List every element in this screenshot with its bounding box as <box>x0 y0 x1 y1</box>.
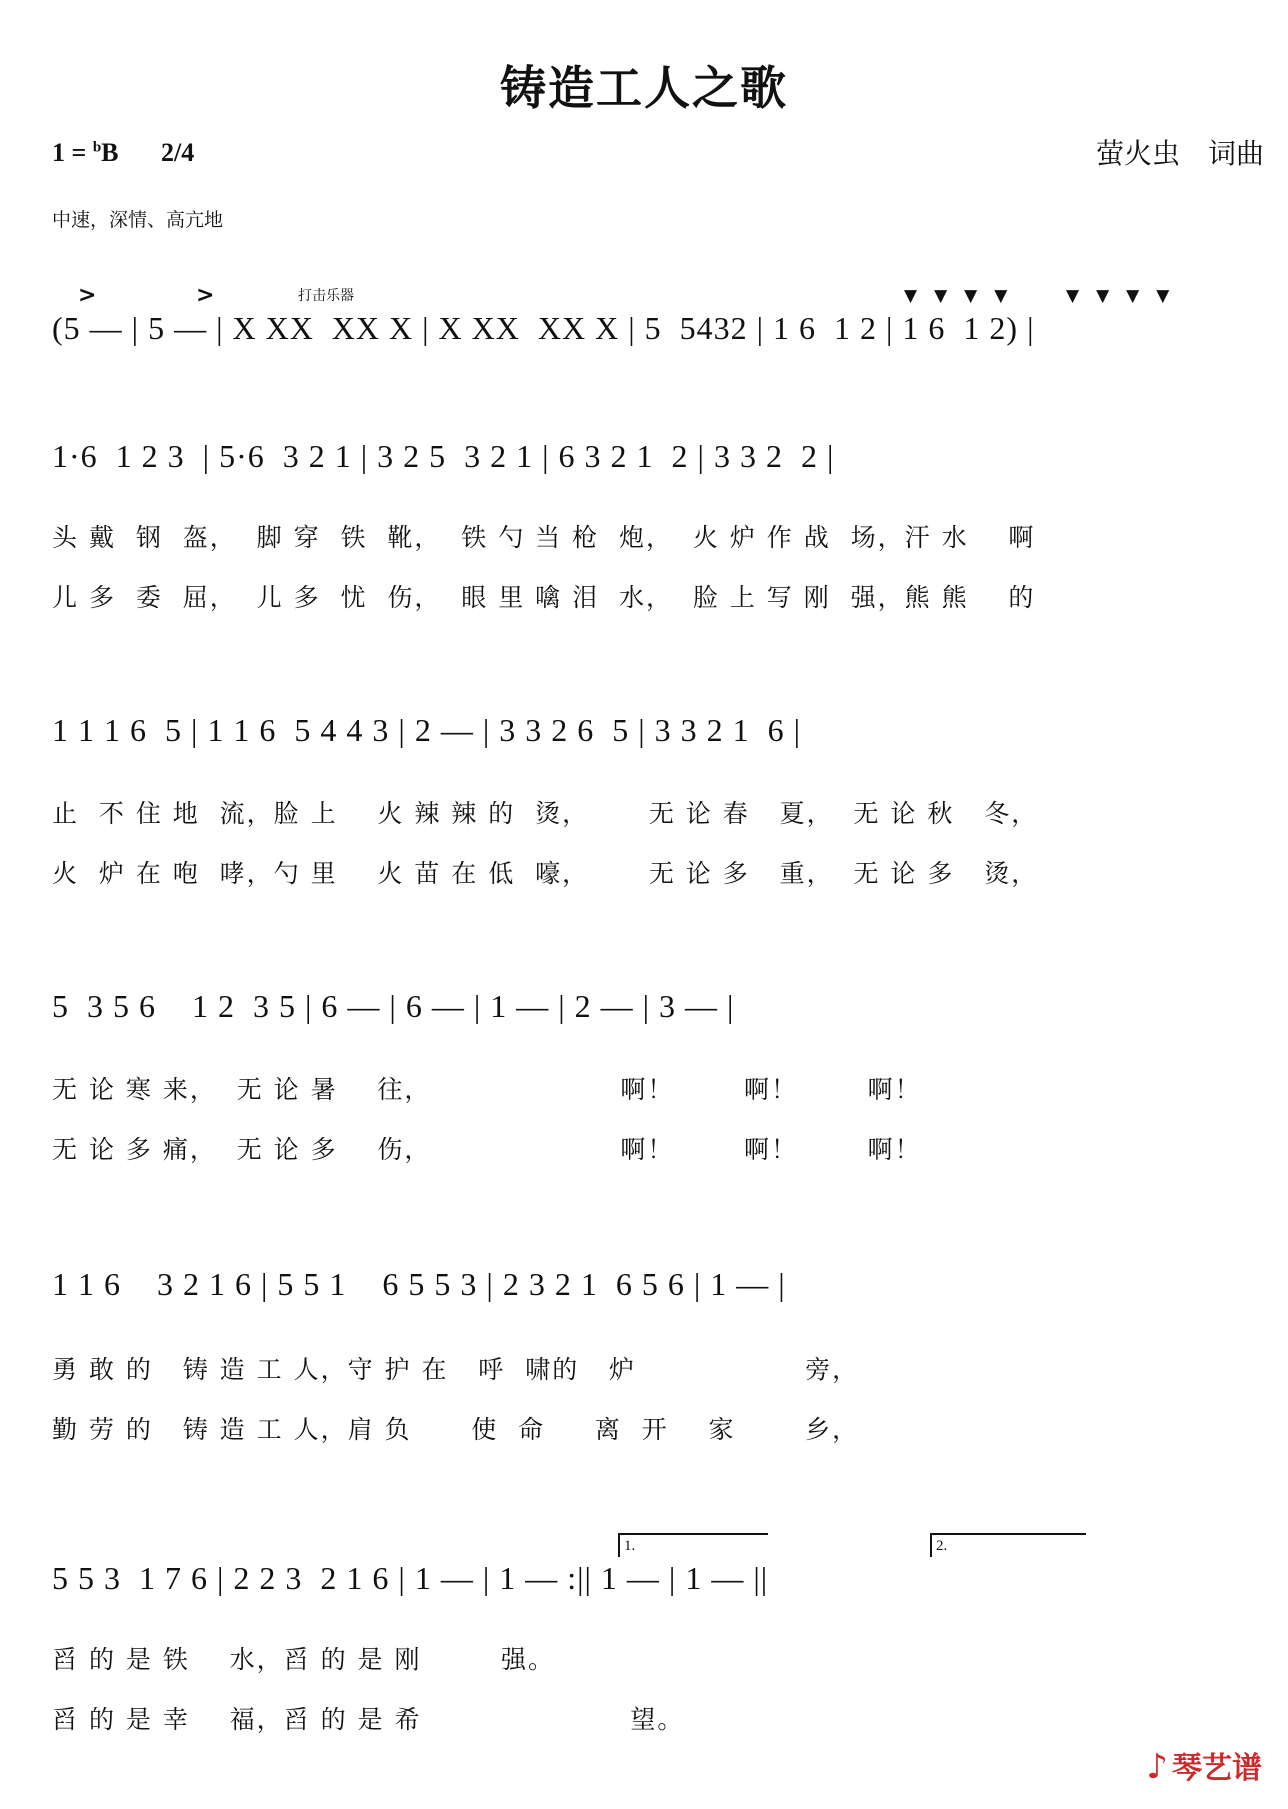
tempo-marking: 中速，深情、高亢地 <box>52 209 224 231</box>
notation-line: 5 5 3 1 7 6 | 2 2 3 2 1 6 | 1 — | 1 — :|| 1 — | 1 — || <box>52 1560 769 1596</box>
time-signature: 2/4 <box>161 138 195 167</box>
notation-line: 1 1 6 3 2 1 6 | 5 5 1 6 5 5 3 | 2 3 2 1 6 5 6 | 1 — | <box>52 1266 786 1302</box>
lyric-line: 勤 劳 的 铸 造 工 人，肩 负 使 命 离 开 家 乡， <box>52 1415 860 1444</box>
composer-credit: 萤火虫 词曲 <box>1095 137 1264 170</box>
qinyipu-logo-icon: ♪ <box>1146 1747 1168 1787</box>
notation-line: (5 — | 5 — | X XX XX X | X XX XX X | 5 5432 | 1 6 1 2 | 1 6 1 2) | <box>52 310 1035 346</box>
second-ending-bracket: 2. <box>930 1533 1086 1557</box>
lyric-line: 勇 敢 的 铸 造 工 人，守 护 在 呼 啸的 炉 旁， <box>52 1355 860 1384</box>
lyric-line: 头 戴 钢 盔， 脚 穿 铁 靴， 铁 勺 当 枪 炮， 火 炉 作 战 场，汗 水 啊 <box>52 523 1036 552</box>
notation-line: 1 1 1 6 5 | 1 1 6 5 4 4 3 | 2 — | 3 3 2 6 5 | 3 3 2 1 6 | <box>52 712 802 748</box>
staccato-marks: ▼▼▼▼ <box>1066 286 1187 306</box>
key-note: B <box>101 138 119 167</box>
staccato-marks: ▼▼▼▼ <box>904 286 1025 306</box>
lyric-line: 舀 的 是 铁 水，舀 的 是 刚 强。 <box>52 1645 556 1674</box>
first-ending-bracket: 1. <box>618 1533 768 1557</box>
notation-line: 5 3 5 6 1 2 3 5 | 6 — | 6 — | 1 — | 2 — | 3 — | <box>52 988 735 1024</box>
lyric-line: 无 论 多 痛， 无 论 多 伤， 啊！ 啊！ 啊！ <box>52 1135 922 1164</box>
key-prefix: 1 = <box>52 138 93 167</box>
lyric-line: 儿 多 委 屈， 儿 多 忧 伤， 眼 里 噙 泪 水， 脸 上 写 刚 强，熊 熊 的 <box>52 583 1036 612</box>
key-signature <box>52 138 194 168</box>
accent-mark: > <box>78 283 97 308</box>
notation-line: 1·6 1 2 3 | 5·6 3 2 1 | 3 2 5 3 2 1 | 6 3 2 1 2 | 3 3 2 2 | <box>52 438 835 474</box>
accent-mark: > <box>196 283 215 308</box>
page-title: 铸造工人之歌 <box>500 61 788 115</box>
lyric-line: 火 炉 在 咆 哮，勺 里 火 苗 在 低 嚎， 无 论 多 重， 无 论 多 烫， <box>52 859 1039 888</box>
flat-sign: b <box>92 139 102 156</box>
lyric-line: 舀 的 是 幸 福，舀 的 是 希 望。 <box>52 1705 685 1734</box>
lyric-line: 止 不 住 地 流，脸 上 火 辣 辣 的 烫， 无 论 春 夏， 无 论 秋 冬， <box>52 799 1039 828</box>
percussion-label: 打击乐器 <box>298 288 354 304</box>
site-watermark: ♪ 琴艺谱 <box>1146 1747 1262 1787</box>
lyric-line: 无 论 寒 来， 无 论 暑 往， 啊！ 啊！ 啊！ <box>52 1075 922 1104</box>
